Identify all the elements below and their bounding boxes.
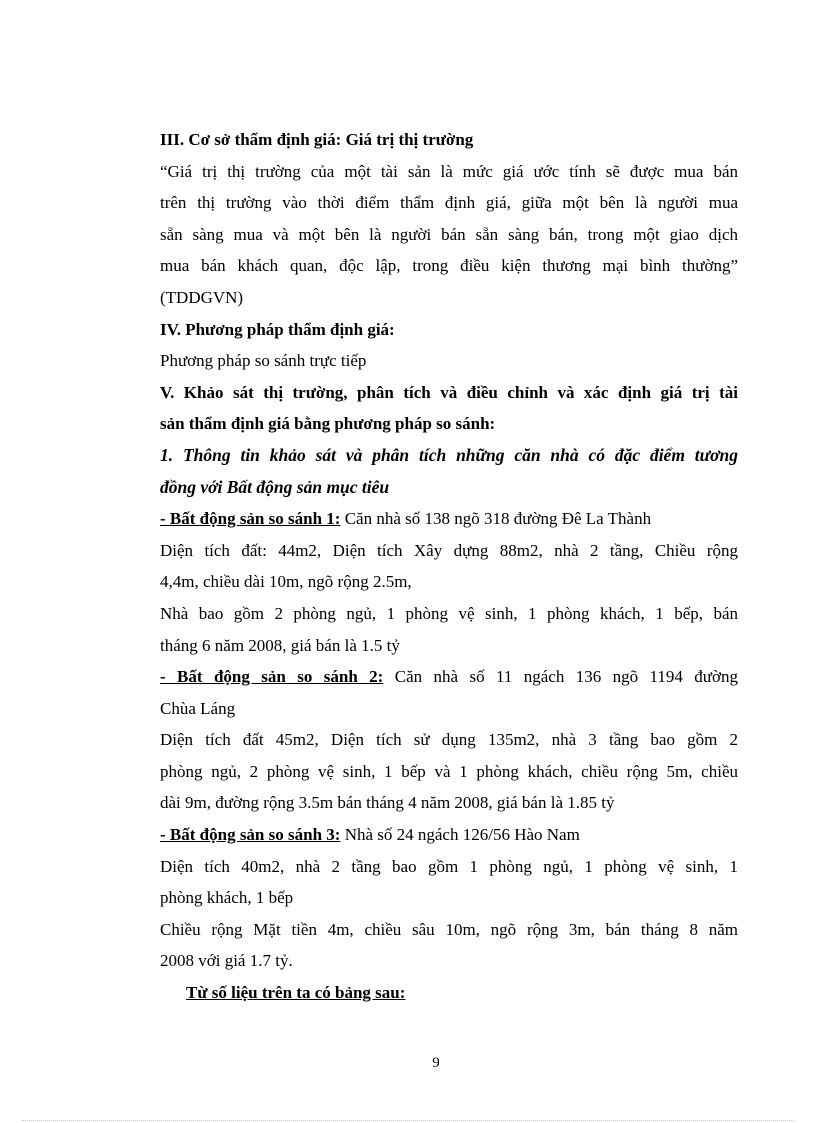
market-value-source: (TDDGVN) — [160, 287, 244, 307]
comparable-1-line-4: tháng 6 năm 2008, giá bán là 1.5 tỷ — [160, 635, 400, 655]
comparable-2-line-1: Diện tích đất 45m2, Diện tích sử dụng 135m2, nhà 3 tầng bao gồm 2 — [160, 730, 738, 750]
comparable-2-label: - Bất động sản so sánh 2: — [160, 667, 384, 687]
comparable-3-label: - Bất động sản so sánh 3: — [160, 825, 341, 845]
comparable-2-title — [160, 661, 738, 693]
comparable-3-title — [160, 819, 738, 851]
comparable-2-address: Căn nhà số 11 ngách 136 ngõ 1194 đường — [383, 667, 739, 687]
comparable-1-title — [160, 503, 738, 535]
page-number: 9 — [432, 1055, 440, 1071]
market-value-definition-line-1: “Giá trị thị trường của một tài sản là mức giá ước tính sẽ được mua bán — [160, 161, 738, 181]
table-intro: Từ số liệu trên ta có bảng sau: — [186, 983, 406, 1003]
comparable-2-address-cont: Chùa Láng — [160, 698, 236, 718]
market-value-definition-line-4: mua bán khách quan, độc lập, trong điều kiện thương mại bình thường” — [160, 256, 738, 276]
comparable-3-line-3: Chiều rộng Mặt tiền 4m, chiều sâu 10m, ngõ rộng 3m, bán tháng 8 năm — [160, 919, 738, 939]
comparable-1-label: - Bất động sản so sánh 1: — [160, 509, 341, 529]
comparable-3-line-1: Diện tích 40m2, nhà 2 tầng bao gồm 1 phòng ngủ, 1 phòng vệ sinh, 1 — [160, 856, 738, 876]
market-value-definition-line-2: trên thị trường vào thời điểm thẩm định giá, giữa một bên là người mua — [160, 193, 738, 213]
comparable-1-address: Căn nhà số 138 ngõ 318 đường Đê La Thành — [340, 509, 652, 529]
comparable-3-address: Nhà số 24 ngách 126/56 Hào Nam — [340, 825, 580, 845]
page-bottom-divider — [22, 1120, 794, 1121]
comparable-1-line-1: Diện tích đất: 44m2, Diện tích Xây dựng 88m2, nhà 2 tầng, Chiều rộng — [160, 540, 738, 560]
comparable-2-line-2: phòng ngủ, 2 phòng vệ sinh, 1 bếp và 1 phòng khách, chiều rộng 5m, chiều — [160, 761, 738, 781]
subsection-1-heading-line-2: đồng với Bất động sản mục tiêu — [160, 476, 390, 497]
valuation-method-text: Phương pháp so sánh trực tiếp — [160, 351, 367, 371]
section-3-heading: III. Cơ sở thẩm định giá: Giá trị thị trường — [160, 130, 474, 149]
comparable-1-line-2: 4,4m, chiều dài 10m, ngõ rộng 2.5m, — [160, 572, 412, 592]
comparable-1-line-3: Nhà bao gồm 2 phòng ngủ, 1 phòng vệ sinh, 1 phòng khách, 1 bếp, bán — [160, 603, 738, 623]
document-page — [160, 124, 738, 1009]
section-4-heading: IV. Phương pháp thẩm định giá: — [160, 319, 395, 339]
comparable-2-line-3: dài 9m, đường rộng 3.5m bán tháng 4 năm 2008, giá bán là 1.85 tỷ — [160, 793, 615, 813]
comparable-3-line-2: phòng khách, 1 bếp — [160, 888, 294, 908]
section-5-heading-line-2: sản thẩm định giá bằng phương pháp so sánh: — [160, 414, 496, 434]
market-value-definition-line-3: sẵn sàng mua và một bên là người bán sẵn sàng bán, trong một giao dịch — [160, 224, 738, 244]
comparable-3-line-4: 2008 với giá 1.7 tỷ. — [160, 951, 293, 971]
section-5-heading-line-1: V. Khảo sát thị trường, phân tích và điều chỉnh và xác định giá trị tài — [160, 382, 738, 402]
subsection-1-heading-line-1: 1. Thông tin khảo sát và phân tích những căn nhà có đặc điểm tương — [160, 444, 738, 465]
